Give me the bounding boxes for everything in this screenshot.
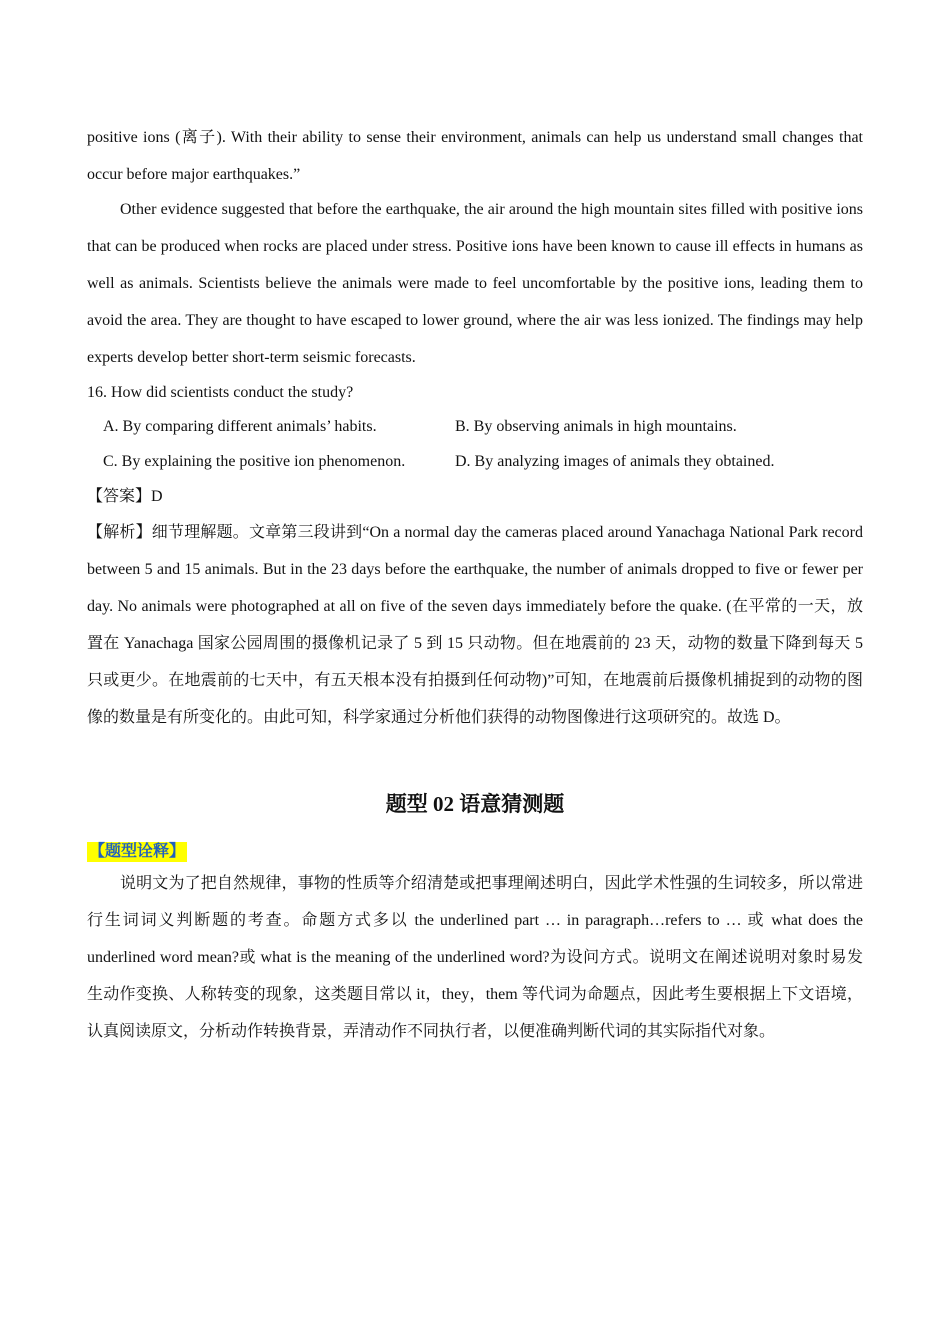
passage-paragraph: Other evidence suggested that before the earthquake, the air around the high mountain sites filled with positive ions that can be produced when rocks are placed under stress. Positive ions have been known to cause ill effects in humans as well as animals. Scientists believe the animals were made to feel uncomfortable by the positive ions, leading them to avoid the area. They are thought to have escaped to lower ground, where the air was less ionized. The findings may help experts develop better short-term seismic forecasts.	[87, 201, 863, 366]
answer-line	[87, 487, 863, 507]
section-explanation: 说明文为了把自然规律，事物的性质等介绍清楚或把事理阐述明白，因此学术性强的生词较多，所以常进行生词词义判断题的考查。命题方式多以 the underlined part … in paragraph…refers to … 或 what does the underlined word mean?或 what is the meaning of the underlined word?为设问方式。说明文在阐述说明对象时易发生动作变换、人称转变的现象，这类题目常以 it，they，them 等代词为命题点，因此考生要根据上下文语境，认真阅读原文，分析动作转换背景，弄清动作不同执行者，以便准确判断代词的其实际指代对象。	[87, 875, 863, 1040]
analysis-label: 【解析】	[87, 524, 152, 541]
analysis-text: 细节理解题。文章第三段讲到“On a normal day the cameras placed around Yanachaga National Park record between 5 and 15 animals. But in the 23 days before the earthquake, the number of animals dropped to five or fewer per day. No animals were photographed at all on five of the seven days immediately before the quake. (在平常的一天，放置在 Yanachaga 国家公园周围的摄像机记录了 5 到 15 只动物。但在地震前的 23 天，动物的数量下降到每天 5 只或更少。在地震前的七天中，有五天根本没有拍摄到任何动物)”可知，在地震前后摄像机捕捉到的动物的图像的数量是有所变化的。由此可知，科学家通过分析他们获得的动物图像进行这项研究的。故选 D。	[87, 524, 863, 726]
option-b: B. By observing animals in high mountains.	[455, 418, 737, 435]
section-title: 题型 02 语意猜测题	[385, 792, 565, 816]
option-c: C. By explaining the positive ion phenomenon.	[103, 453, 406, 470]
option-a: A. By comparing different animals’ habits.	[103, 418, 377, 435]
question-stem: 16. How did scientists conduct the study?	[87, 384, 354, 401]
analysis-paragraph	[87, 514, 863, 736]
passage-continuation: positive ions (离子). With their ability to sense their environment, animals can help us understand small changes that occur before major earthquakes.”	[87, 129, 863, 183]
section-tag: 【题型诠释】	[89, 843, 186, 860]
answer-label: 【答案】	[87, 488, 152, 505]
answer-value: D	[151, 488, 163, 505]
option-d: D. By analyzing images of animals they obtained.	[455, 453, 775, 470]
